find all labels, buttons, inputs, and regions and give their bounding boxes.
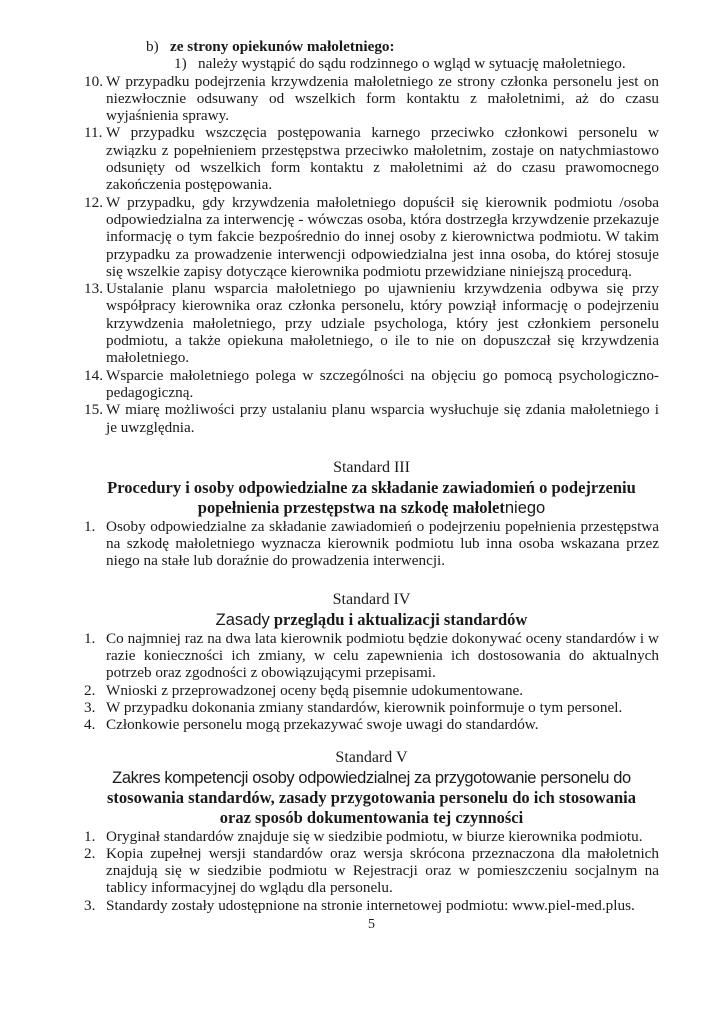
item-text: Wnioski z przeprowadzonej oceny będą pisemnie udokumentowane. — [106, 681, 524, 699]
subpoint-b-text: ze strony opiekunów małoletniego: — [170, 38, 395, 55]
item-text: Co najmniej raz na dwa lata kierownik podmiotu będzie dokonywać oceny standardów i w razie konieczności ich zmiany, w celu zapewnienia ich dostosowania do aktualnych potrzeb oraz zgodności z obowiązującymi przepisami. — [106, 629, 659, 682]
item-text: Osoby odpowiedzialne za składanie zawiadomień o podejrzeniu popełnienia przestępstwa na szkodę małoletniego wyznacza kierownik podmiotu lub inna osoba wskazana przez niego na stałe lub doraźnie do prowadzenia interwencji. — [106, 517, 659, 570]
subpoint-1-label: 1) — [174, 55, 187, 73]
subpoint-b — [146, 38, 659, 55]
item-text: Oryginał standardów znajduje się w siedzibie podmiotu, w biurze kierownika podmiotu. — [106, 827, 643, 845]
list-item — [84, 124, 659, 193]
standard-4-title — [84, 610, 659, 630]
list-item — [84, 828, 659, 845]
item-text: Kopia zupełnej wersji standardów oraz wersja skrócona przeznaczona dla małoletnich znajdują się w siedzibie podmiotu w Rejestracji oraz w pomieszczeniu socjalnym na tablicy informacyjnej do wglądu dla personelu. — [106, 844, 659, 897]
item-text: Wsparcie małoletniego polega w szczególności na objęciu go pomocą psychologiczno-pedagogiczną. — [106, 366, 659, 401]
list-item — [84, 845, 659, 897]
item-number: 11. — [84, 124, 103, 142]
item-number: 12. — [84, 193, 103, 211]
standard-4-title-rest: przeglądu i aktualizacji standardów — [269, 609, 528, 629]
standard-5-title-line1: Zakres kompetencji osoby odpowiedzialnej za przygotowanie personelu do — [112, 768, 631, 787]
item-text: Członkowie personelu mogą przekazywać swoje uwagi do standardów. — [106, 716, 539, 734]
list-item — [84, 630, 659, 682]
item-text: W przypadku wszczęcia postępowania karnego przeciwko członkowi personelu w związku z popełnieniem przestępstwa przeciwko małoletnim, zostaje on natychmiastowo odsunięty od wszelkich form kontaktu z małoletnimi aż do czasu prawomocnego zakończenia postępowania. — [106, 124, 659, 194]
procedure-list — [84, 73, 659, 436]
page-number: 5 — [368, 916, 375, 932]
standard-3-title-line2-main: popełnienia przestępstwa na szkodę małolet — [197, 497, 505, 517]
standard-5-title-line3: oraz sposób dokumentowania tej czynności — [219, 807, 524, 827]
item-number: 13. — [84, 280, 103, 298]
standard-3-section — [84, 458, 659, 570]
item-text: W przypadku, gdy krzywdzenia małoletniego dopuścił się kierownik podmiotu /osoba odpowiedzialna za interwencję - wówczas osoba, która dostrzegła krzywdzenie przekazuje informację o tym fakcie bezpośrednio do innej osoby z kierownictwa podmiotu. W takim przypadku za prowadzenie interwencji odpowiedzialna jest inna osoba, do której stosuje się wszelkie zapisy dotyczące kierownika podmiotu przewidziane niniejszą procedurą. — [106, 193, 659, 280]
standard-3-title-line2 — [84, 498, 659, 518]
standard-4-heading: Standard IV — [332, 590, 411, 608]
document-page — [84, 38, 659, 933]
list-item — [84, 280, 659, 366]
item-text: W przypadku podejrzenia krzywdzenia małoletniego ze strony członka personelu jest on niezwłocznie odsuwany od wszelkich form kontaktu z małoletnimi, aż do czasu wyjaśnienia sprawy. — [106, 72, 659, 125]
standard-3-title — [84, 478, 659, 518]
item-number: 15. — [84, 401, 103, 419]
item-text: W miarę możliwości przy ustalaniu planu wsparcia wysłuchuje się zdania małoletniego i je uwzględnia. — [106, 401, 659, 436]
list-item — [84, 518, 659, 570]
standard-5-title-line2: stosowania standardów, zasady przygotowania personelu do ich stosowania — [107, 787, 636, 807]
standard-5-title — [84, 768, 659, 828]
item-number: 1. — [84, 629, 96, 647]
standard-4-section — [84, 590, 659, 734]
standard-5-list — [84, 828, 659, 914]
item-number: 2. — [84, 844, 96, 862]
standard-5-heading: Standard V — [335, 748, 408, 766]
item-number: 2. — [84, 681, 96, 699]
standard-4-title-prefix: Zasady — [215, 610, 270, 629]
item-number: 3. — [84, 698, 96, 716]
subpoint-b-label: b) — [146, 38, 159, 55]
standard-3-title-line1: Procedury i osoby odpowiedzialne za składanie zawiadomień o podejrzeniu — [107, 477, 636, 497]
standard-3-heading: Standard III — [333, 458, 410, 476]
list-item — [84, 194, 659, 280]
standard-3-title-line2-tail: niego — [504, 498, 546, 517]
list-item — [84, 367, 659, 402]
item-number: 1. — [84, 517, 96, 535]
item-text: Ustalanie planu wsparcia małoletniego po ujawnieniu krzywdzenia odbywa się przy współpracy kierownika oraz członka personelu, który powziął informację o podejrzeniu krzywdzenia małoletniego, przy udziale psychologa, który jest członkiem personelu podmiotu, a także opiekuna małoletniego, o ile to nie on dopuszczał się krzywdzenia małoletniego. — [106, 280, 659, 367]
standard-4-list — [84, 630, 659, 734]
subpoint-1 — [174, 55, 659, 72]
standard-5-section — [84, 748, 659, 914]
item-number: 4. — [84, 716, 96, 734]
list-item — [84, 73, 659, 125]
item-number: 14. — [84, 366, 103, 384]
item-text: W przypadku dokonania zmiany standardów, kierownik poinformuje o tym personel. — [106, 698, 623, 716]
item-number: 1. — [84, 827, 96, 845]
standard-3-list — [84, 518, 659, 570]
list-item — [84, 716, 659, 733]
list-item — [84, 897, 659, 914]
list-item — [84, 699, 659, 716]
item-number: 3. — [84, 896, 96, 914]
item-text: Standardy zostały udostępnione na stronie internetowej podmiotu: www.piel-med.plus. — [106, 896, 635, 914]
item-number: 10. — [84, 72, 103, 90]
subpoint-1-text: należy wystąpić do sądu rodzinnego o wgląd w sytuację małoletniego. — [198, 55, 626, 73]
list-item — [84, 401, 659, 436]
list-item — [84, 682, 659, 699]
